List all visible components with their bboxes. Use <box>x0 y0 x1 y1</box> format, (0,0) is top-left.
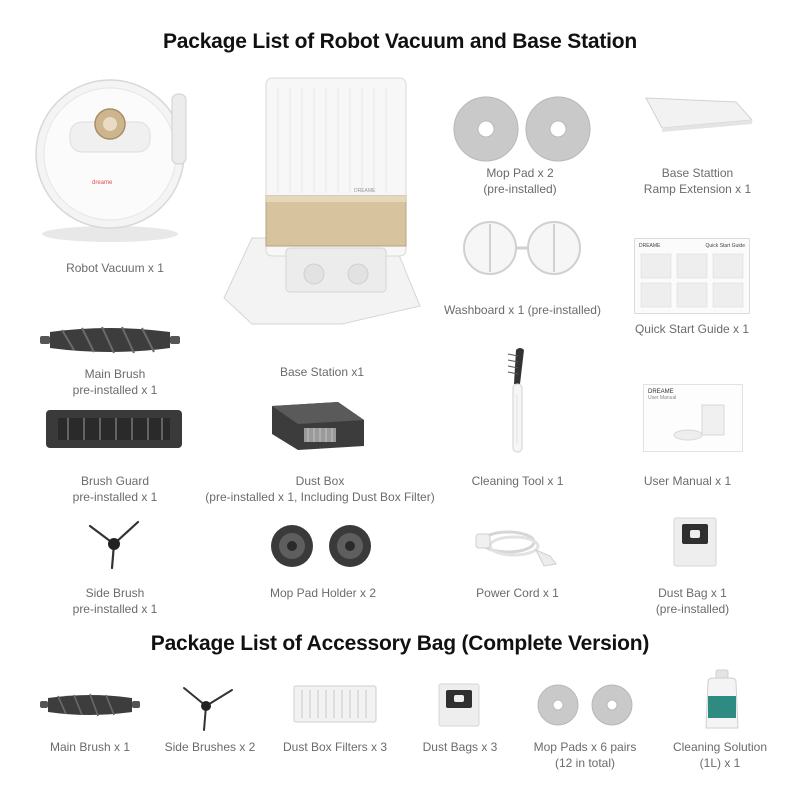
dust-bag-image <box>670 516 720 568</box>
base-station-image <box>222 78 422 343</box>
accessory-dust-box-filters-image <box>292 684 378 724</box>
user-manual-image <box>643 384 743 452</box>
base-station-caption: Base Station x1 <box>279 365 365 379</box>
main-brush-caption: Main Brush pre-installed x 1 <box>72 367 158 397</box>
manual-heading: User Manual <box>648 395 677 401</box>
accessory-main-brush-image <box>40 690 140 720</box>
accessory-cleaning-solution-image <box>702 670 742 730</box>
quick-start-guide-caption: Quick Start Guide x 1 <box>634 322 750 336</box>
main-brush-image <box>40 322 180 358</box>
brush-guard-image <box>44 406 184 452</box>
accessory-cleaning-solution-caption: Cleaning Solution (1L) x 1 <box>672 740 768 770</box>
brush-guard-caption: Brush Guard pre-installed x 1 <box>72 474 158 504</box>
guide-brand: DREAME <box>639 243 661 249</box>
accessory-mop-pads-image <box>536 684 636 726</box>
accessory-package-title: Package List of Accessory Bag (Complete Version) <box>150 632 650 655</box>
accessory-dust-bags-caption: Dust Bags x 3 <box>422 740 498 754</box>
accessory-dust-bags-image <box>436 682 482 728</box>
ramp-extension-image <box>636 94 756 134</box>
cleaning-tool-image <box>500 344 536 456</box>
mop-pad-holder-caption: Mop Pad Holder x 2 <box>269 586 377 600</box>
power-cord-image <box>474 520 560 568</box>
robot-vacuum-image <box>30 72 200 247</box>
dust-bag-caption: Dust Bag x 1 (pre-installed) <box>655 586 730 616</box>
quick-start-guide-image <box>634 238 750 314</box>
washboard-image <box>462 218 582 278</box>
ramp-extension-caption: Base Stattion Ramp Extension x 1 <box>643 166 752 196</box>
guide-heading: Quick Start Guide <box>705 243 745 249</box>
cleaning-tool-caption: Cleaning Tool x 1 <box>471 474 564 488</box>
side-brush-image <box>86 518 142 570</box>
mop-pad-caption: Mop Pad x 2 (pre-installed) <box>483 166 557 196</box>
dust-box-image <box>268 398 368 454</box>
svg-text:DREAME: DREAME <box>354 188 376 194</box>
main-package-title: Package List of Robot Vacuum and Base Station <box>162 30 638 53</box>
mop-pad-image <box>452 94 592 164</box>
power-cord-caption: Power Cord x 1 <box>476 586 559 600</box>
accessory-side-brushes-image <box>180 684 236 732</box>
accessory-side-brushes-caption: Side Brushes x 2 <box>164 740 256 754</box>
manual-brand: DREAME <box>648 389 674 395</box>
accessory-mop-pads-caption: Mop Pads x 6 pairs (12 in total) <box>533 740 637 770</box>
mop-pad-holder-image <box>270 523 374 569</box>
user-manual-caption: User Manual x 1 <box>643 474 732 488</box>
washboard-caption: Washboard x 1 (pre-installed) <box>444 303 601 317</box>
side-brush-caption: Side Brush pre-installed x 1 <box>72 586 158 616</box>
accessory-main-brush-caption: Main Brush x 1 <box>49 740 131 754</box>
robot-vacuum-caption: Robot Vacuum x 1 <box>66 261 164 275</box>
accessory-dust-box-filters-caption: Dust Box Filters x 3 <box>282 740 388 754</box>
dust-box-caption: Dust Box (pre-installed x 1, Including Dust Box Filter) <box>205 474 435 504</box>
svg-text:dreame: dreame <box>92 180 113 186</box>
